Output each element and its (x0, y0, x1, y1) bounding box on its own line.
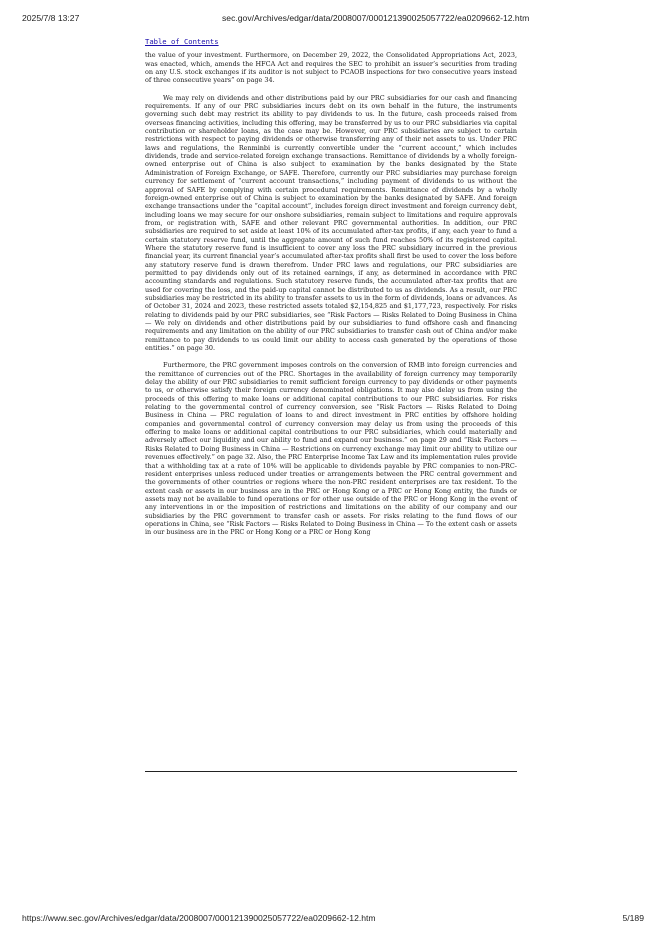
table-of-contents-link[interactable]: Table of Contents (145, 37, 219, 46)
paragraph-3: Furthermore, the PRC government imposes controls on the conversion of RMB into foreign currencies and the remittance of currencies out of the PRC. Shortages in the availability of foreign currency may temporarily delay the ability of our PRC subsidiaries to remit sufficient foreign currency to pay dividends or other payments to us, or otherwise satisfy their foreign currency denominated obligations. It may also delay us from using the proceeds of this offering to make loans or additional capital contributions to our PRC subsidiaries. For risks relating to the governmental control of currency conversion, see “Risk Factors — Risks Related to Doing Business in China — PRC regulation of loans to and direct investment in PRC entities by offshore holding companies and governmental control of currency conversion may delay us from using the proceeds of this offering to make loans or additional capital contributions to our PRC subsidiaries, which could materially and adversely affect our liquidity and our ability to fund and expand our business.” on page 29 and “Risk Factors — Risks Related to Doing Business in China — Restrictions on currency exchange may limit our ability to utilize our revenues effectively.” on page 32. Also, the PRC Enterprise Income Tax Law and its implementation rules provide that a withholding tax at a rate of 10% will be applicable to dividends payable by PRC companies to non-PRC-resident enterprises unless reduced under treaties or arrangements between the PRC central government and the governments of other countries or regions where the non-PRC resident enterprises are tax resident. To the extent cash or assets in our business are in the PRC or Hong Kong or a PRC or Hong Kong entity, the funds or assets may not be available to fund operations or for other use outside of the PRC or Hong Kong in the event of any interventions in or the imposition of restrictions and limitations on the ability of our company and our subsidiaries by the PRC government to transfer cash or assets. For risks relating to the fund flows of our operations in China, see “Risk Factors — Risks Related to Doing Business in China — To the extent cash or assets in our business are in the PRC or Hong Kong or a PRC or Hong Kong (145, 361, 517, 537)
page-counter: 5/189 (622, 913, 644, 923)
document-body (145, 38, 517, 546)
page-bottom-rule (145, 771, 517, 772)
print-header-url: sec.gov/Archives/edgar/data/2008007/000121390025057722/ea0209662-12.htm (222, 13, 530, 23)
print-timestamp: 2025/7/8 13:27 (22, 13, 80, 23)
paragraph-1: the value of your investment. Furthermore, on December 29, 2022, the Consolidated Appropriations Act, 2023, was enacted, which, amends the HFCA Act and requires the SEC to prohibit an issuer’s securities from trading on any U.S. stock exchanges if its auditor is not subject to PCAOB inspections for two consecutive years instead of three consecutive years” on page 34. (145, 51, 517, 85)
paragraph-2: We may rely on dividends and other distributions paid by our PRC subsidiaries for our cash and financing requirements. If any of our PRC subsidiaries incurs debt on its own behalf in the future, the instruments governing such debt may restrict its ability to pay dividends to us. In the future, cash proceeds raised from overseas financing activities, including this offering, may be transferred by us to our PRC subsidiaries via capital contribution or shareholder loans, as the case may be. However, our PRC subsidiaries are subject to certain restrictions with respect to paying dividends or otherwise transferring any of their net assets to us. Under PRC laws and regulations, the Renminbi is currently convertible under the “current account,” which includes dividends, trade and service-related foreign exchange transactions. Remittance of dividends by a wholly foreign-owned enterprise out of China is also subject to examination by the banks designated by the State Administration of Foreign Exchange, or SAFE. Therefore, currently our PRC subsidiaries may purchase foreign currency for settlement of “current account transactions,” including payment of dividends to us without the approval of SAFE by complying with certain procedural requirements. Remittance of dividends by a wholly foreign-owned enterprise out of China is subject to examination by the banks designated by SAFE. And foreign exchange transactions under the “capital account”, includes foreign direct investment and foreign currency debt, including loans we may secure for our onshore subsidiaries, remain subject to limitations and require approvals from, or registration with, SAFE and other relevant PRC governmental authorities. In addition, our PRC subsidiaries are required to set aside at least 10% of its accumulated after-tax profits, if any, each year to fund a certain statutory reserve fund, until the aggregate amount of such fund reaches 50% of its registered capital. Where the statutory reserve fund is insufficient to cover any loss the PRC subsidiary incurred in the previous financial year, its current financial year’s accumulated after-tax profits shall first be used to cover the loss before any statutory reserve fund is drawn therefrom. Under PRC laws and regulations, our PRC subsidiaries are permitted to pay dividends only out of its retained earnings, if any, as determined in accordance with PRC accounting standards and regulations. Such statutory reserve funds, the accumulated after-tax profits that are used for covering the loss, and the paid-up capital cannot be distributed to us as dividends. As a result, our PRC subsidiaries may be restricted in its ability to transfer assets to us in the form of dividends, loans or advances. As of October 31, 2024 and 2023, these restricted assets totaled $2,154,825 and $1,177,723, respectively. For risks relating to dividends paid by our PRC subsidiaries, see “Risk Factors — Risks Related to Doing Business in China — We rely on dividends and other distributions paid by our subsidiaries to fund offshore cash and financing requirements and any limitation on the ability of our PRC subsidiaries to transfer cash out of China and/or make remittance to pay dividends to us could limit our ability to access cash generated by the operations of those entities.” on page 30. (145, 93, 517, 353)
print-footer-url: https://www.sec.gov/Archives/edgar/data/2008007/000121390025057722/ea0209662-12.htm (22, 913, 376, 923)
